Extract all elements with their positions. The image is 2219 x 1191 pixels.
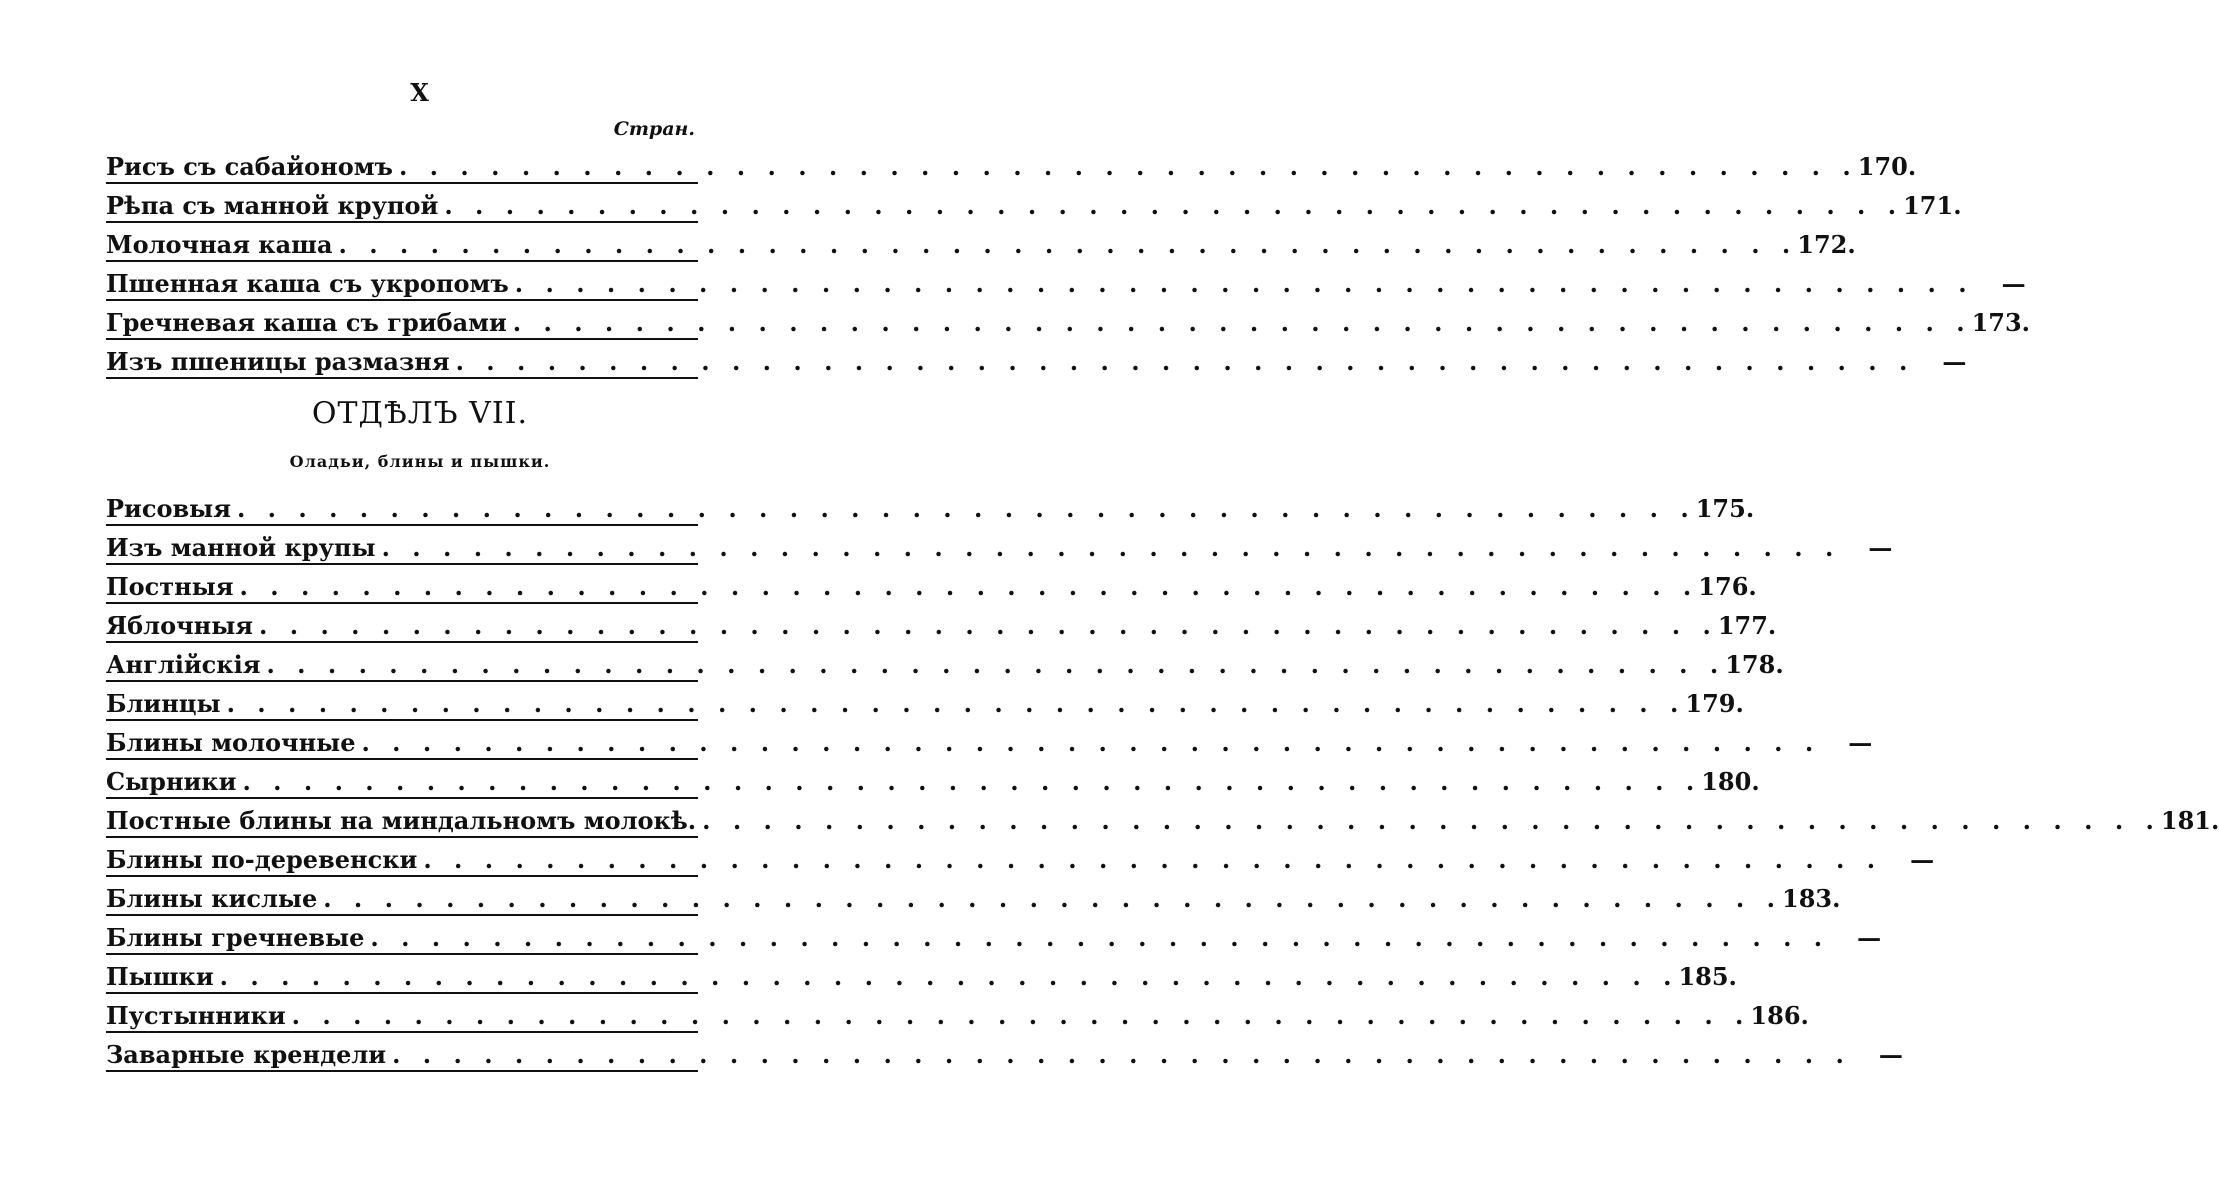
- toc-row: [106, 345, 1967, 379]
- dot-leader: [286, 1001, 1751, 1031]
- toc-entry-page: —: [1868, 533, 1893, 562]
- toc-row: [106, 648, 1784, 682]
- toc-list-continued: [106, 150, 2031, 384]
- toc-row: [106, 960, 1737, 994]
- dot-leader: [317, 884, 1782, 914]
- toc-row: [106, 306, 2031, 340]
- dot-leader: [386, 1040, 1851, 1070]
- toc-entry-page: 185.: [1678, 962, 1737, 991]
- toc-row: [106, 150, 1917, 184]
- toc-row: [106, 843, 1935, 877]
- toc-entry-label: Рисъ съ сабайономъ: [106, 152, 393, 181]
- toc-entry-label: Блины гречневые: [106, 923, 365, 952]
- dot-leader: [376, 533, 1841, 563]
- toc-entry-label: Гречневая каша съ грибами: [106, 308, 507, 337]
- dot-leader: [417, 845, 1882, 875]
- toc-entry-page: 173.: [1971, 308, 2031, 337]
- toc-entry-page: —: [1910, 845, 1935, 874]
- toc-entry-label: Молочная каша: [106, 230, 333, 259]
- toc-row: [106, 999, 1809, 1033]
- toc-entry-page: 186.: [1750, 1001, 1809, 1030]
- toc-entry-page: —: [1848, 728, 1873, 757]
- page-number: X: [410, 78, 430, 107]
- dot-leader: [236, 767, 1701, 797]
- dot-leader: [333, 230, 1798, 260]
- toc-list-section: [106, 492, 2219, 1077]
- toc-row: [106, 492, 1755, 526]
- toc-entry-label: Блины по-деревенски: [106, 845, 418, 874]
- toc-row: [106, 921, 1882, 955]
- toc-row: [106, 726, 1873, 760]
- section-subtitle: Оладьи, блины и пышки.: [289, 452, 551, 471]
- toc-entry-page: 183.: [1782, 884, 1841, 913]
- toc-entry-page: —: [1878, 1040, 1903, 1069]
- dot-leader: [355, 728, 1820, 758]
- toc-entry-page: 175.: [1695, 494, 1755, 523]
- toc-entry-label: Яблочныя: [106, 611, 254, 640]
- toc-entry-label: Сырники: [106, 767, 237, 796]
- toc-entry-page: 170.: [1857, 152, 1917, 181]
- toc-row: [106, 804, 2219, 838]
- dot-leader: [696, 806, 2161, 836]
- dot-leader: [438, 191, 1903, 221]
- dot-leader: [221, 689, 1686, 719]
- toc-entry-page: —: [1942, 347, 1967, 376]
- toc-entry-page: 176.: [1698, 572, 1757, 601]
- toc-row: [106, 609, 1777, 643]
- toc-row: [106, 882, 1841, 916]
- toc-entry-label: Блины кислые: [106, 884, 318, 913]
- toc-entry-page: 179.: [1685, 689, 1744, 718]
- toc-entry-page: —: [2001, 269, 2026, 298]
- dot-leader: [509, 269, 1974, 299]
- toc-entry-label: Англійскія: [106, 650, 261, 679]
- dot-leader: [253, 611, 1718, 641]
- section-title: ОТДѢЛЪ VII.: [311, 396, 529, 431]
- toc-entry-label: Блинцы: [106, 689, 221, 718]
- toc-row: [106, 1038, 1903, 1072]
- toc-entry-label: Изъ манной крупы: [106, 533, 376, 562]
- toc-entry-page: 180.: [1701, 767, 1760, 796]
- dot-leader: [364, 923, 1829, 953]
- toc-entry-page: 171.: [1903, 191, 1962, 220]
- dot-leader: [260, 650, 1725, 680]
- toc-entry-page: 177.: [1717, 611, 1777, 640]
- toc-row: [106, 765, 1760, 799]
- toc-row: [106, 687, 1744, 721]
- toc-entry-label: Заварные крендели: [106, 1040, 387, 1069]
- toc-row: [106, 531, 1893, 565]
- toc-entry-page: 172.: [1797, 230, 1856, 259]
- dot-leader: [234, 572, 1699, 602]
- page-column-label: Стран.: [613, 118, 695, 140]
- toc-entry-label: Пшенная каша съ укропомъ: [106, 269, 509, 298]
- toc-row: [106, 570, 1757, 604]
- toc-entry-page: 181.: [2160, 806, 2219, 835]
- dot-leader: [393, 152, 1858, 182]
- toc-row: [106, 189, 1962, 223]
- toc-entry-label: Пустынники: [106, 1001, 286, 1030]
- toc-entry-label: Изъ пшеницы размазня: [106, 347, 450, 376]
- dot-leader: [214, 962, 1679, 992]
- toc-entry-label: Постныя: [106, 572, 234, 601]
- toc-entry-page: 178.: [1725, 650, 1784, 679]
- dot-leader: [450, 347, 1915, 377]
- toc-row: [106, 267, 2026, 301]
- toc-entry-label: Пышки: [106, 962, 214, 991]
- toc-entry-label: Рисовыя: [106, 494, 231, 523]
- dot-leader: [231, 494, 1696, 524]
- toc-entry-label: Постные блины на миндальномъ молокѣ.: [106, 806, 697, 835]
- toc-row: [106, 228, 1856, 262]
- toc-entry-label: Рѣпа съ манной крупой: [106, 191, 439, 220]
- toc-entry-label: Блины молочные: [106, 728, 356, 757]
- dot-leader: [507, 308, 1972, 338]
- toc-entry-page: —: [1857, 923, 1882, 952]
